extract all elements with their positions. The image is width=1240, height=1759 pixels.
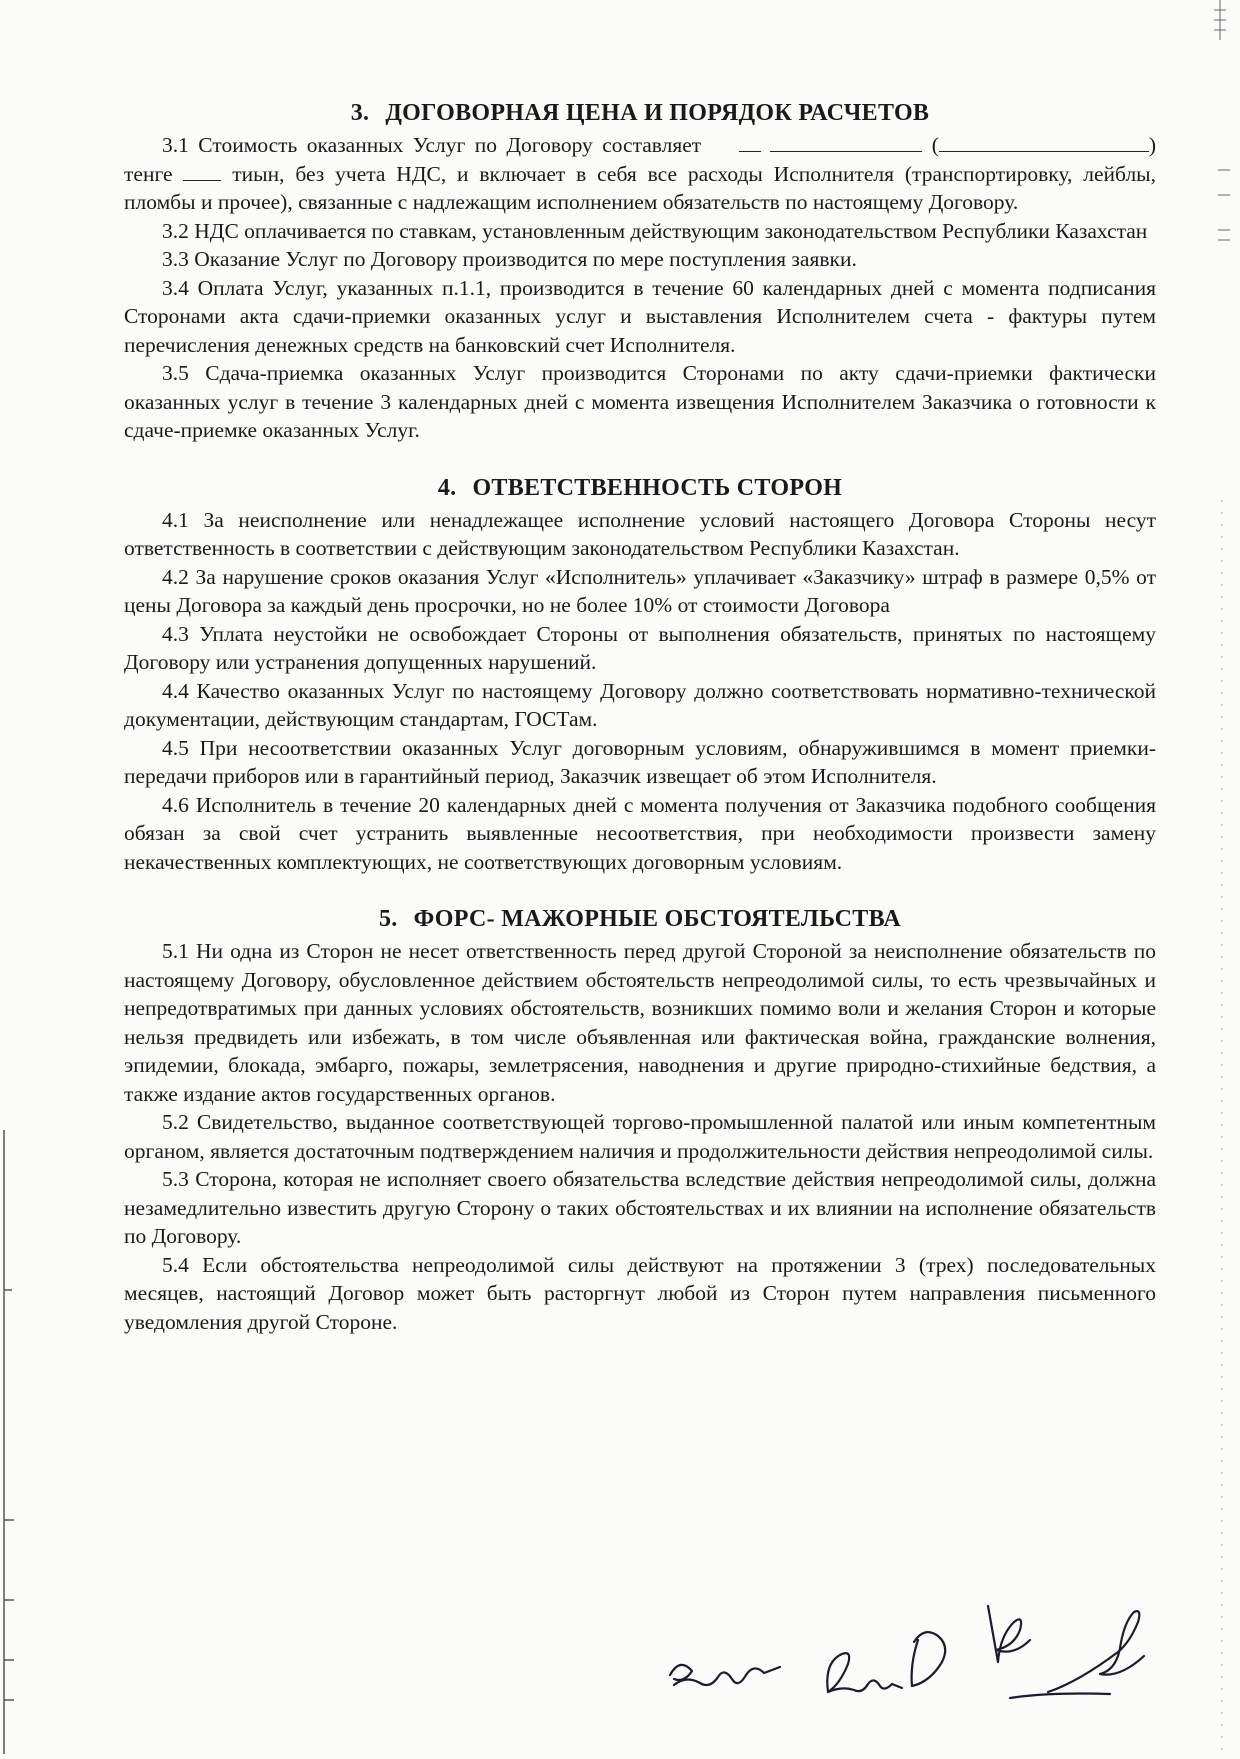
section-4	[124, 475, 1156, 877]
clause-3-3: 3.3 Оказание Услуг по Договору производится по мере поступления заявки.	[162, 247, 857, 271]
clause-3-1: 3.1 Стоимость оказанных Услуг по Договору составляет ( ) тенге тиын, без учета НДС, и включает в себя все расходы Исполнителя (транспортировку, лейблы, пломбы и прочее), связанные с надлежащим исполнением обязательств по настоящему Договору.	[124, 133, 1157, 214]
section-4-heading: 4. ОТВЕТСТВЕННОСТЬ СТОРОН	[437, 474, 843, 501]
signature-3	[912, 1632, 946, 1686]
signature-4	[988, 1606, 1030, 1662]
clause-3-2: 3.2 НДС оплачивается по ставкам, установленным действующим законодательством Республики Казахстан	[162, 218, 1148, 243]
section-3	[124, 100, 1156, 445]
clause-5-3: 5.3 Сторона, которая не исполняет своего обязательства вследствие действия непреодолимой силы, должна незамедлительно известить другую Сторону о таких обстоятельствах и их влиянии на исполнение обязательств по Договору.	[124, 1167, 1156, 1248]
clause-4-4: 4.4 Качество оказанных Услуг по настоящему Договору должно соответствовать нормативно-технической документации, действующим стандартам, ГОСТам.	[124, 678, 1156, 731]
clause-4-6: 4.6 Исполнитель в течение 20 календарных дней с момента получения от Заказчика подобного сообщения обязан за свой счет устранить выявленные несоответствия, при необходимости произвести замену некачественных комплектующих, не соответствующих договорным условиям.	[124, 792, 1156, 874]
signature-5	[1010, 1611, 1144, 1698]
signature-2	[827, 1653, 902, 1692]
clause-4-5: 4.5 При несоответствии оказанных Услуг договорным условиям, обнаружившимся в момент приемки-передачи приборов или в гарантийный период, Заказчик извещает об этом Исполнителя.	[124, 735, 1156, 788]
clause-5-4: 5.4 Если обстоятельства непреодолимой силы действуют на протяжении 3 (трех) последовательных месяцев, настоящий Договор может быть расторгнут любой из Сторон путем направления письменного уведомления другой Стороне.	[124, 1252, 1156, 1334]
document-page	[124, 100, 1156, 1366]
section-5-heading: 5. ФОРС- МАЖОРНЫЕ ОБСТОЯТЕЛЬСТВА	[378, 906, 902, 932]
handwritten-signatures	[650, 1580, 1170, 1720]
clause-4-2: 4.2 За нарушение сроков оказания Услуг «Исполнитель» уплачивает «Заказчику» штраф в размере 0,5% от цены Договора за каждый день просрочки, но не более 10% от стоимости Договора	[124, 564, 1156, 617]
scan-right-edge-marks	[1200, 0, 1240, 1754]
clause-4-3: 4.3 Уплата неустойки не освобождает Стороны от выполнения обязательств, принятых по настоящему Договору или устранения допущенных нарушений.	[124, 621, 1156, 674]
clause-3-4: 3.4 Оплата Услуг, указанных п.1.1, производится в течение 60 календарных дней с момента подписания Сторонами акта сдачи-приемки оказанных услуг и выставления Исполнителем счета - фактуры путем перечисления денежных средств на банковский счет Исполнителя.	[124, 275, 1156, 357]
clause-4-1: 4.1 За неисполнение или ненадлежащее исполнение условий настоящего Договора Стороны несут ответственность в соответствии с действующим законодательством Республики Казахстан.	[124, 507, 1156, 560]
clause-3-5: 3.5 Сдача-приемка оказанных Услуг производится Сторонами по акту сдачи-приемки фактически оказанных услуг в течение 3 календарных дней с момента извещения Исполнителем Заказчика о готовности к сдаче-приемке оказанных Услуг.	[124, 361, 1156, 442]
clause-5-1: 5.1 Ни одна из Сторон не несет ответственность перед другой Стороной за неисполнение обязательств по настоящему Договору, обусловленное действием обстоятельств непреодолимой силы, то есть чрезвычайных и непредотвратимых при данных условиях обстоятельств, возникших помимо воли и желания Сторон и которые нельзя предвидеть или избежать, в том числе объявленная или фактическая война, гражданские волнения, эпидемии, блокада, эмбарго, пожары, землетрясения, наводнения и другие природно-стихийные бедствия, а также издание актов государственных органов.	[124, 939, 1156, 1106]
section-3-heading: 3. ДОГОВОРНАЯ ЦЕНА И ПОРЯДОК РАСЧЕТОВ	[350, 100, 930, 126]
section-5	[124, 906, 1156, 1336]
scan-left-edge-marks	[0, 0, 20, 1754]
clause-5-2: 5.2 Свидетельство, выданное соответствующей торгово-промышленной палатой или иным компетентным органом, является достаточным подтверждением наличия и продолжительности действия непреодолимой силы.	[124, 1110, 1156, 1163]
signature-1	[670, 1665, 780, 1685]
